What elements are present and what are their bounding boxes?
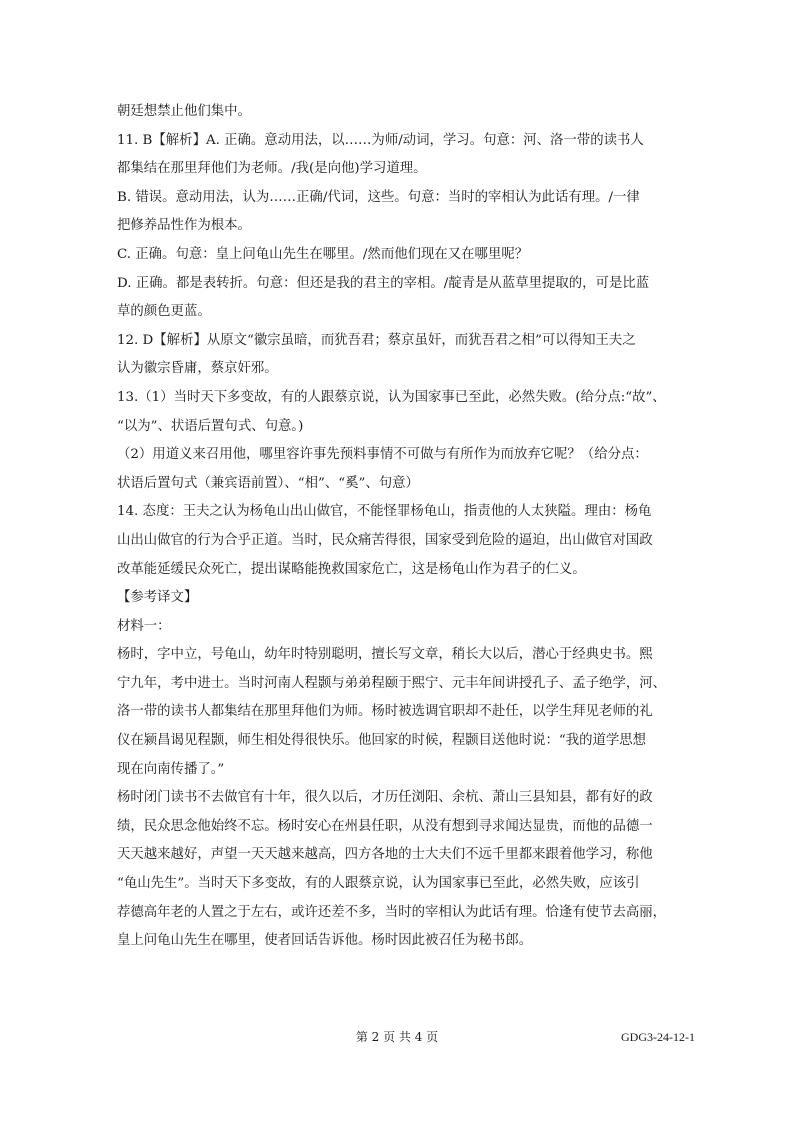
text-line: 认为徽宗昏庸，蔡京奸邪。	[117, 361, 278, 377]
text-line: 11. B【解析】A. 正确。意动用法，以……为师/动词，学习。句意：河、洛一带的读书人	[117, 132, 644, 148]
text-line: 都集结在那里拜他们为老师。/我(是向他)学习道理。	[117, 161, 427, 177]
text-line: 13.（1）当时天下多变故，有的人跟蔡京说，认为国家事已至此，必然失败。(给分点:“故”、	[117, 389, 666, 405]
text-line: （2）用道义来召用他，哪里容许事先预料事情不可做与有所作为而放弃它呢？（给分点：	[117, 447, 648, 463]
text-line: 现在向南传播了。”	[117, 761, 225, 777]
text-line: 荐德高年老的人置之于左右，或许还差不多，当时的宰相认为此话有理。恰逢有使节去高丽，	[117, 904, 667, 920]
text-line: 杨时，字中立，号龟山，幼年时特别聪明，擅长写文章，稍长大以后，潜心于经典史书。熙	[117, 647, 653, 663]
text-line: 绩，民众思念他始终不忘。杨时安心在州县任职，从没有想到寻求闻达显贵，而他的品德一	[117, 818, 653, 834]
text-line: 山出山做官的行为合乎正道。当时，民众痛苦得很，国家受到危险的逼迫，出山做官对国政	[117, 532, 653, 548]
document-code: GDG3-24-12-1	[621, 1030, 695, 1044]
text-line: 洛一带的读书人都集结在那里拜他们为师。杨时被选调官职却不赴任，以学生拜见老师的礼	[117, 704, 653, 720]
text-line: 把修养品性作为根本。	[117, 218, 251, 234]
text-line: “以为”、状语后置句式、句意。)	[117, 418, 304, 434]
text-line: 改革能延缓民众死亡，提出谋略能挽救国家危亡，这是杨龟山作为君子的仁义。	[117, 561, 586, 577]
text-line: 宁九年，考中进士。当时河南人程颢与弟弟程颐于熙宁、元丰年间讲授孔子、孟子绝学，河、	[117, 675, 667, 691]
text-line: 12. D【解析】从原文“徽宗虽暗，而犹吾君；蔡京虽奸，而犹吾君之相”可以得知王夫之	[117, 332, 636, 348]
text-line: 皇上问龟山先生在哪里，使者回话告诉他。杨时因此被召任为秘书郎。	[117, 933, 533, 949]
text-line: 天天越来越好，声望一天天越来越高，四方各地的士大夫们不远千里都来跟着他学习，称他	[117, 847, 653, 863]
text-line: D. 正确。都是表转折。句意：但还是我的君主的宰相。/靛青是从蓝草里提取的，可是比蓝	[117, 275, 650, 291]
text-line: 杨时闭门读书不去做官有十年，很久以后，才历任浏阳、余杭、萧山三县知县，都有好的政	[117, 790, 653, 806]
section-heading: 【参考译文】	[117, 590, 198, 606]
text-line: 仪在颍昌谒见程颢，师生相处得很快乐。他回家的时候，程颢目送他时说：“我的道学思想	[117, 733, 647, 749]
text-line: “龟山先生”。当时天下多变故，有的人跟蔡京说，认为国家事已至此，必然失败，应该引	[117, 876, 640, 892]
text-line: B. 错误。意动用法，认为……正确/代词，这些。句意：当时的宰相认为此话有理。/一律	[117, 189, 640, 205]
text-line: 草的颜色更蓝。	[117, 304, 211, 320]
text-line: C. 正确。句意：皇上问龟山先生在哪里。/然而他们现在又在哪里呢？	[117, 246, 529, 262]
page-number: 第 2 页 共 4 页	[355, 1030, 439, 1044]
document-body	[117, 98, 677, 956]
page-footer	[117, 1027, 695, 1047]
subsection-heading: 材料一：	[117, 618, 171, 634]
text-line: 朝廷想禁止他们集中。	[117, 104, 251, 119]
text-line: 状语后置句式（兼宾语前置）、“相”、“奚”、句意）	[117, 475, 419, 491]
text-line: 14. 态度：王夫之认为杨龟山出山做官，不能怪罪杨龟山，指责他的人太狭隘。理由：杨龟	[117, 504, 652, 520]
